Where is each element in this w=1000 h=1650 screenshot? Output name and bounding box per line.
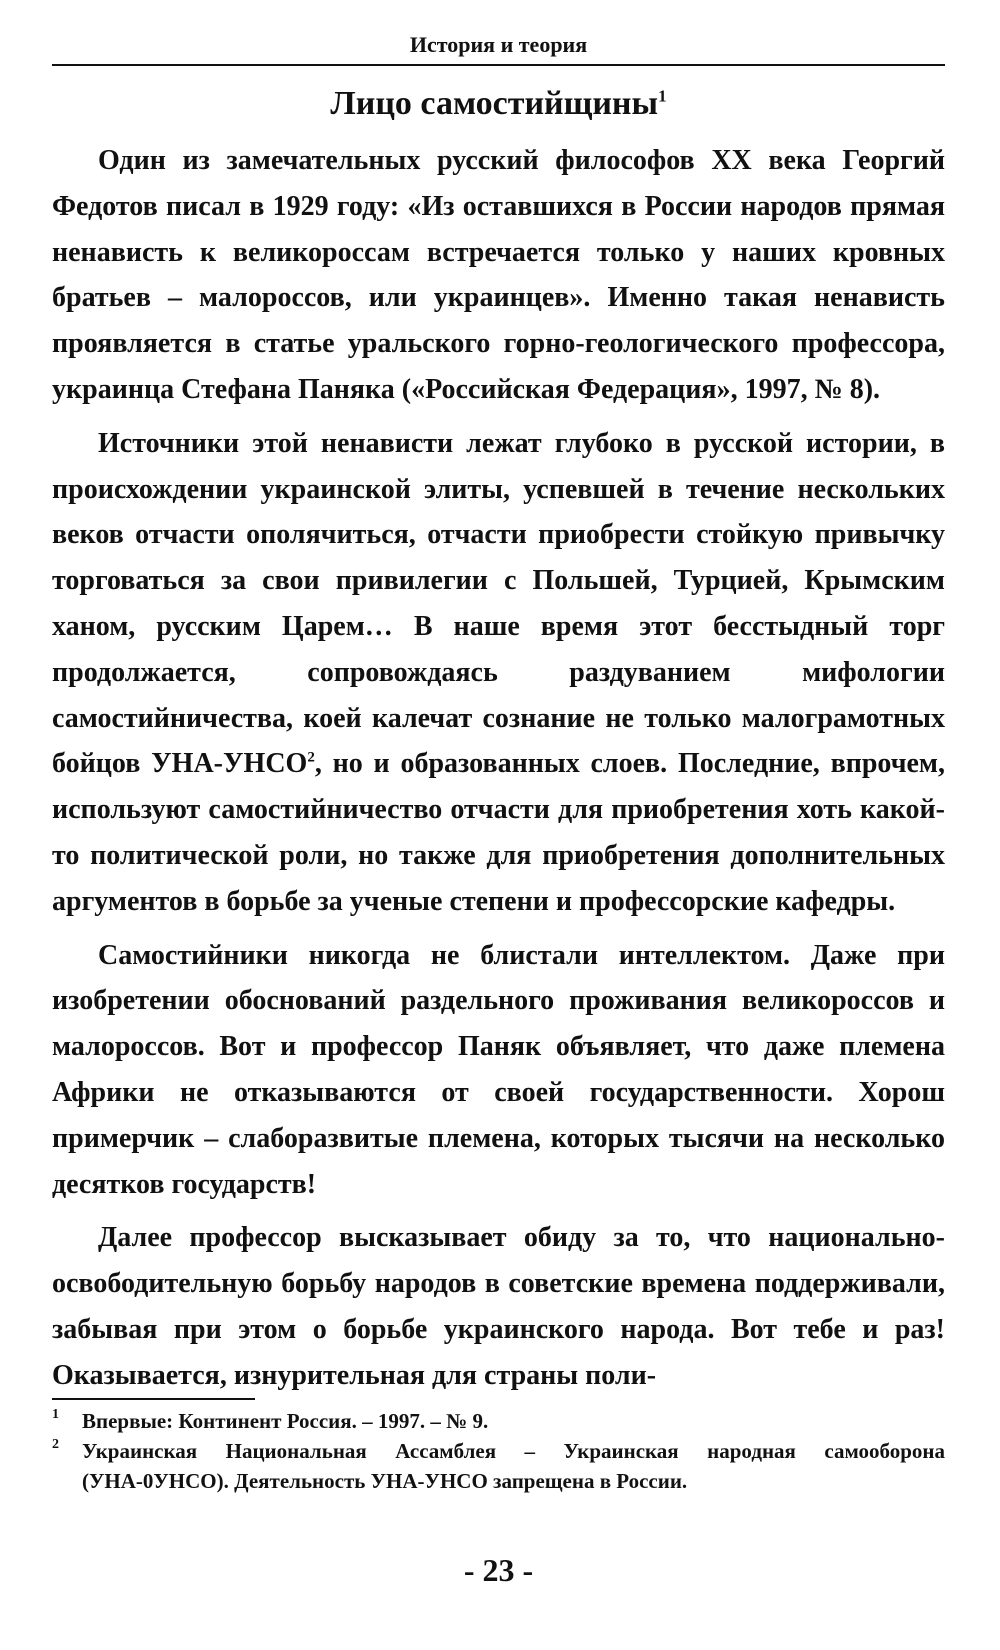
footnote-number: 1 — [52, 1407, 59, 1422]
article-body — [52, 138, 945, 1407]
paragraph-text: , но и образованных слоев. Последние, впрочем, используют самостийничество отчасти для приобретения хоть какой-то политической роли, но также для приобретения дополнительных аргументов в борьбе за ученые степени и профессорские кафедры. — [52, 748, 945, 917]
article-title-text: Лицо самостийщины — [330, 85, 659, 122]
footnote-text: Украинская Национальная Ассамблея – Украинская народная самооборона (УНА-0УНСО). Деятельность УНА-УНСО запрещена в России. — [82, 1439, 945, 1493]
footnote-number: 2 — [52, 1437, 59, 1452]
header-rule — [52, 64, 945, 66]
paragraph: Один из замечательных русский философов XX века Георгий Федотов писал в 1929 году: «Из оставшихся в России народов прямая ненависть к великороссам встречается только у наших кровных братьев – малороссов, или украинцев». Именно такая ненависть проявляется в статье уральского горно-геологического профессора, украинца Стефана Паняка («Российская Федерация», 1997, № 8). — [52, 145, 945, 405]
paragraph: Самостийники никогда не блистали интеллектом. Даже при изобретении обоснований раздельного проживания великороссов и малороссов. Вот и профессор Паняк объявляет, что даже племена Африки не отказываются от своей государственности. Хорош примерчик – слаборазвитые племена, которых тысячи на несколько десятков государств! — [52, 939, 945, 1200]
footnote — [52, 1406, 945, 1436]
article-title — [52, 82, 945, 126]
paragraph: Далее профессор высказывает обиду за то, что национально-освободительную борьбу народов в советские времена поддерживали, забывая при этом о борьбе украинского народа. Вот тебе и раз! Оказывается, изнурительная для страны поли- — [52, 1222, 945, 1391]
title-footnote-ref: 1 — [658, 86, 667, 106]
running-header: История и теория — [409, 32, 588, 57]
footnotes — [52, 1406, 945, 1496]
paragraph — [52, 421, 945, 925]
footnote-rule — [52, 1398, 255, 1400]
footnote-text: Впервые: Континент Россия. – 1997. – № 9. — [82, 1409, 489, 1433]
page-number: - 23 - — [463, 1552, 534, 1588]
footnote — [52, 1436, 945, 1496]
footnote-ref: 2 — [307, 750, 315, 767]
paragraph-text: Источники этой ненависти лежат глубоко в русской истории, в происхождении украинской элиты, успевшей в течение нескольких веков отчасти ополячиться, отчасти приобрести стойкую привычку торговаться за свои привилегии с Польшей, Турцией, Крымским ханом, русским Царем… В наше время этот бесстыдный торг продолжается, сопровождаясь раздуванием мифологии самостийничества, коей калечат сознание не только малограмотных бойцов УНА-УНСО — [52, 427, 945, 780]
